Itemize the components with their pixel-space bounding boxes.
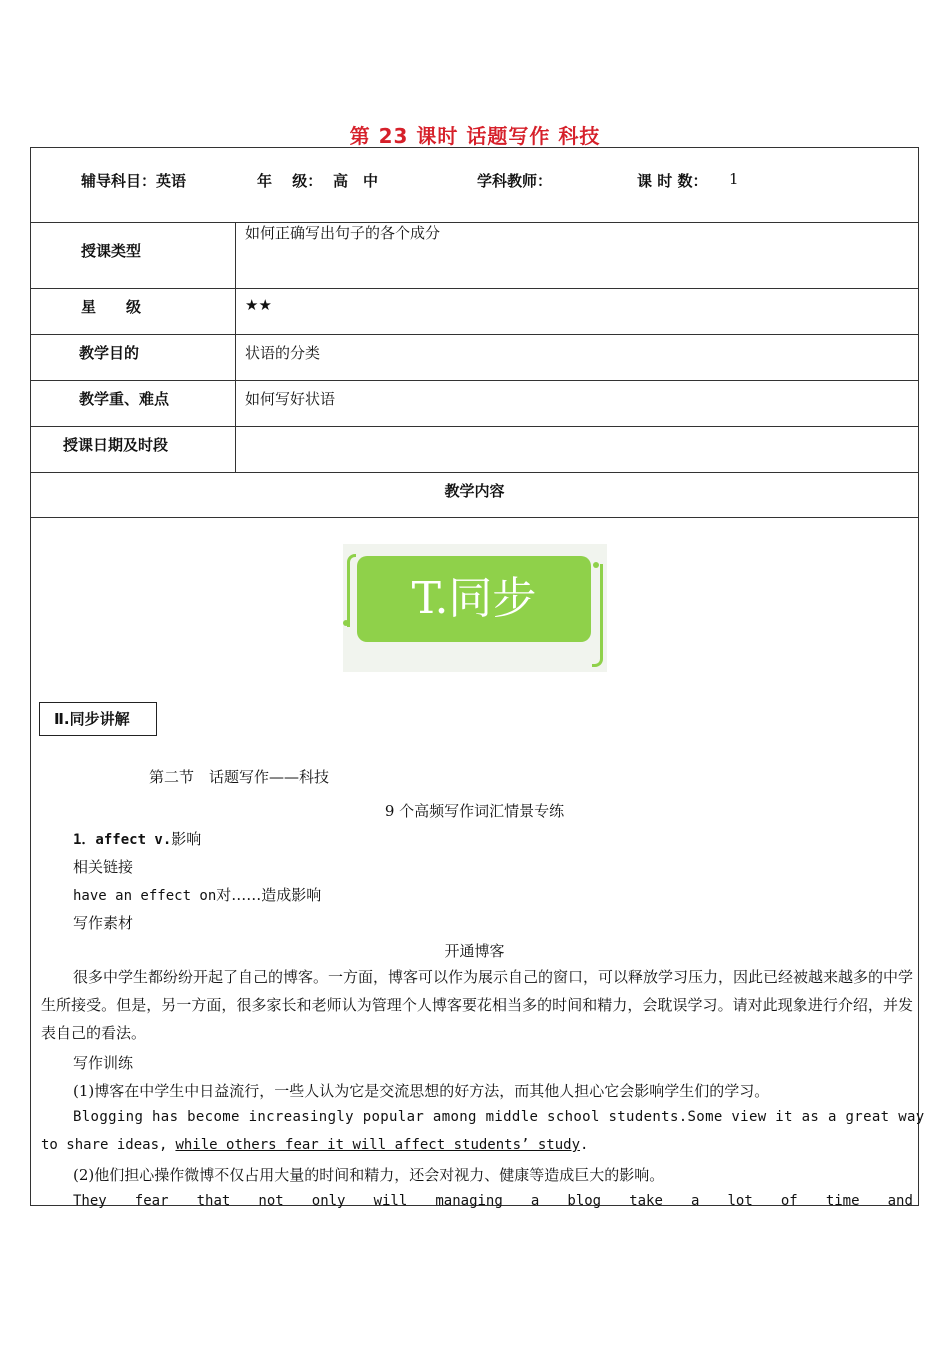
row-value-key-points: 如何写好状语	[245, 390, 336, 408]
row-label-date: 授课日期及时段	[63, 436, 169, 454]
answer-1-underlined: while others fear it will affect students’ study	[175, 1137, 581, 1153]
material-text: 很多中学生都纷纷开起了自己的博客。一方面，博客可以作为展示自己的窗口，可以释放学习压力，因此已经被越来越多的中学生所接受。但是，另一方面，很多家长和老师认为管理个人博客要花相当多的时间和精力，会耽误学习。请对此现象进行介绍，并发表自己的看法。	[41, 968, 914, 1042]
hours-value: 1	[729, 170, 739, 188]
content-header: 教学内容	[444, 482, 505, 500]
answer-2-word: will	[373, 1193, 408, 1209]
section-box: Ⅱ.同步讲解	[39, 702, 157, 736]
answer-2-word: a	[530, 1193, 540, 1209]
hours-label: 课 时 数：	[637, 172, 708, 190]
teacher-label: 学科教师：	[477, 172, 553, 190]
related-label: 相关链接	[73, 858, 134, 876]
row-value-stars: ★★	[245, 296, 272, 314]
logo-text: T.同步	[357, 556, 591, 642]
answer-1-line-1: Blogging has become increasingly popular among middle school students.Some view it as a great way	[73, 1109, 925, 1125]
answer-1-line-2	[41, 1137, 588, 1153]
answer-2-word: managing	[435, 1193, 503, 1209]
sync-logo	[343, 544, 607, 672]
training-label: 写作训练	[73, 1054, 134, 1072]
item-1-head: 1．affect v.	[73, 832, 172, 848]
material-title: 开通博客	[444, 942, 505, 960]
grade-label: 年 级：	[257, 172, 323, 190]
material-label: 写作素材	[73, 914, 134, 932]
answer-2-word: a	[690, 1193, 700, 1209]
answer-2-word: blog	[567, 1193, 602, 1209]
page-title: 第 23 课时 话题写作 科技	[349, 124, 601, 148]
answer-2-word: lot	[727, 1193, 753, 1209]
answer-2-word: of	[780, 1193, 798, 1209]
row-label-goal: 教学目的	[79, 344, 140, 362]
row-label-key-points: 教学重、难点	[79, 390, 170, 408]
lesson-table	[30, 147, 925, 1209]
answer-2-word: They	[73, 1193, 107, 1209]
row-label-type: 授课类型	[81, 242, 142, 260]
answer-2-word: and	[887, 1193, 913, 1209]
answer-2-word: time	[825, 1193, 860, 1209]
phrase-line	[73, 884, 321, 905]
item-1	[73, 828, 201, 849]
answer-2-word: fear	[134, 1193, 169, 1209]
row-value-type: 如何正确写出句子的各个成分	[245, 224, 441, 242]
item-1-meaning: 影响	[171, 830, 202, 848]
question-2: (2)他们担心操作微博不仅占用大量的时间和精力，还会对视力、健康等造成巨大的影响。	[73, 1166, 665, 1184]
subtitle: 9 个高频写作词汇情景专练	[384, 802, 565, 820]
answer-1-pre: to share ideas,	[41, 1137, 168, 1153]
answer-1-post: .	[580, 1137, 589, 1153]
section-title: 第二节 话题写作——科技	[149, 768, 330, 786]
answer-2-line-1	[73, 1193, 913, 1209]
answer-2-word: that	[196, 1193, 231, 1209]
phrase-meaning: 对……造成影响	[216, 886, 322, 904]
row-label-stars: 星 级	[81, 298, 142, 316]
question-1: (1)博客在中学生中日益流行，一些人认为它是交流思想的好方法，而其他人担心它会影响学生们的学习。	[73, 1082, 770, 1100]
phrase: have an effect on	[73, 888, 217, 904]
subject-label: 辅导科目：英语	[81, 172, 187, 190]
answer-2-word: only	[311, 1193, 346, 1209]
answer-2-word: take	[629, 1193, 663, 1209]
row-value-goal: 状语的分类	[245, 344, 321, 362]
answer-2-word: not	[258, 1193, 284, 1209]
grade-value: 高 中	[333, 172, 379, 190]
